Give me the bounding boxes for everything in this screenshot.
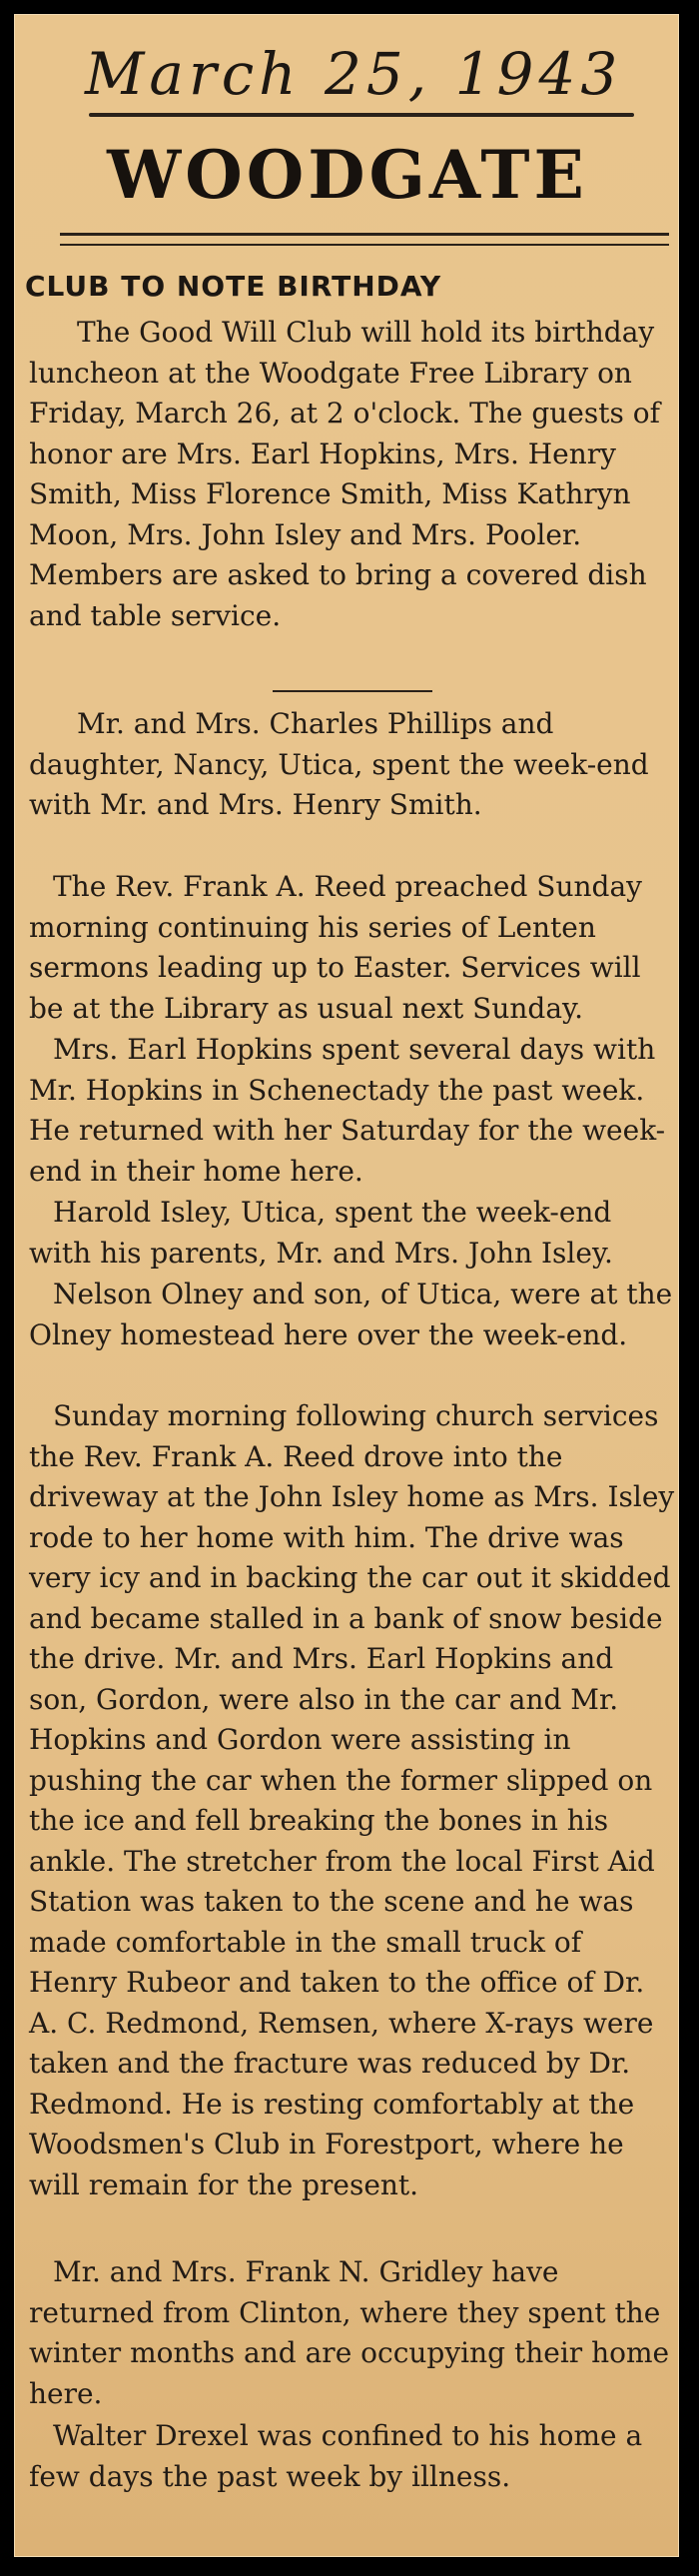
- date-underline: [89, 113, 634, 117]
- article-paragraph: The Rev. Frank A. Reed preached Sunday morning continuing his series of Lenten sermons leading up to Easter. Services will be at the Library as usual next Sunday.: [29, 870, 642, 1025]
- masthead-rule-top: [60, 233, 669, 236]
- article-paragraph: Mr. and Mrs. Frank N. Gridley have returned from Clinton, where they spent the winter months and are occupying their home here.: [29, 2255, 670, 2410]
- article-paragraph: Nelson Olney and son, of Utica, were at the Olney homestead here over the week-end.: [29, 1278, 673, 1351]
- handwritten-date: March 25, 1943: [85, 40, 623, 108]
- article-paragraph: The Good Will Club will hold its birthday luncheon at the Woodgate Free Library on Friday, March 26, at 2 o'clock. The guests of honor are Mrs. Earl Hopkins, Mrs. Henry Smith, Miss Florence Smith, Miss Kathryn Moon, Mrs. John Isley and Mrs. Pooler. Members are asked to bring a covered dish and table service.: [29, 316, 660, 632]
- article-paragraph: Mr. and Mrs. Charles Phillips and daughter, Nancy, Utica, spent the week-end with Mr. and Mrs. Henry Smith.: [29, 707, 649, 821]
- newspaper-clipping: [14, 14, 679, 2557]
- article-paragraph: Harold Isley, Utica, spent the week-end with his parents, Mr. and Mrs. John Isley.: [29, 1196, 613, 1270]
- section-divider: [273, 690, 432, 692]
- article-headline: CLUB TO NOTE BIRTHDAY: [25, 270, 442, 303]
- article-paragraph: Mrs. Earl Hopkins spent several days with Mr. Hopkins in Schenectady the past week. He returned with her Saturday for the week-end in their home here.: [29, 1033, 666, 1188]
- masthead-title: WOODGATE: [107, 136, 588, 214]
- article-paragraph: Sunday morning following church services the Rev. Frank A. Reed drove into the driveway at the John Isley home as Mrs. Isley rode to her home with him. The drive was very icy and in backing the car out it skidded and became stalled in a bank of snow beside the drive. Mr. and Mrs. Earl Hopkins and son, Gordon, were also in the car and Mr. Hopkins and Gordon were assisting in pushing the car when the former slipped on the ice and fell breaking the bones in his ankle. The stretcher from the local First Aid Station was taken to the scene and he was made comfortable in the small truck of Henry Rubeor and taken to the office of Dr. A. C. Redmond, Remsen, where X-rays were taken and the fracture was reduced by Dr. Redmond. He is resting comfortably at the Woodsmen's Club in Forestport, where he will remain for the present.: [29, 1399, 675, 2201]
- masthead-rule-bottom: [60, 244, 669, 246]
- article-paragraph: Walter Drexel was confined to his home a few days the past week by illness.: [29, 2419, 643, 2493]
